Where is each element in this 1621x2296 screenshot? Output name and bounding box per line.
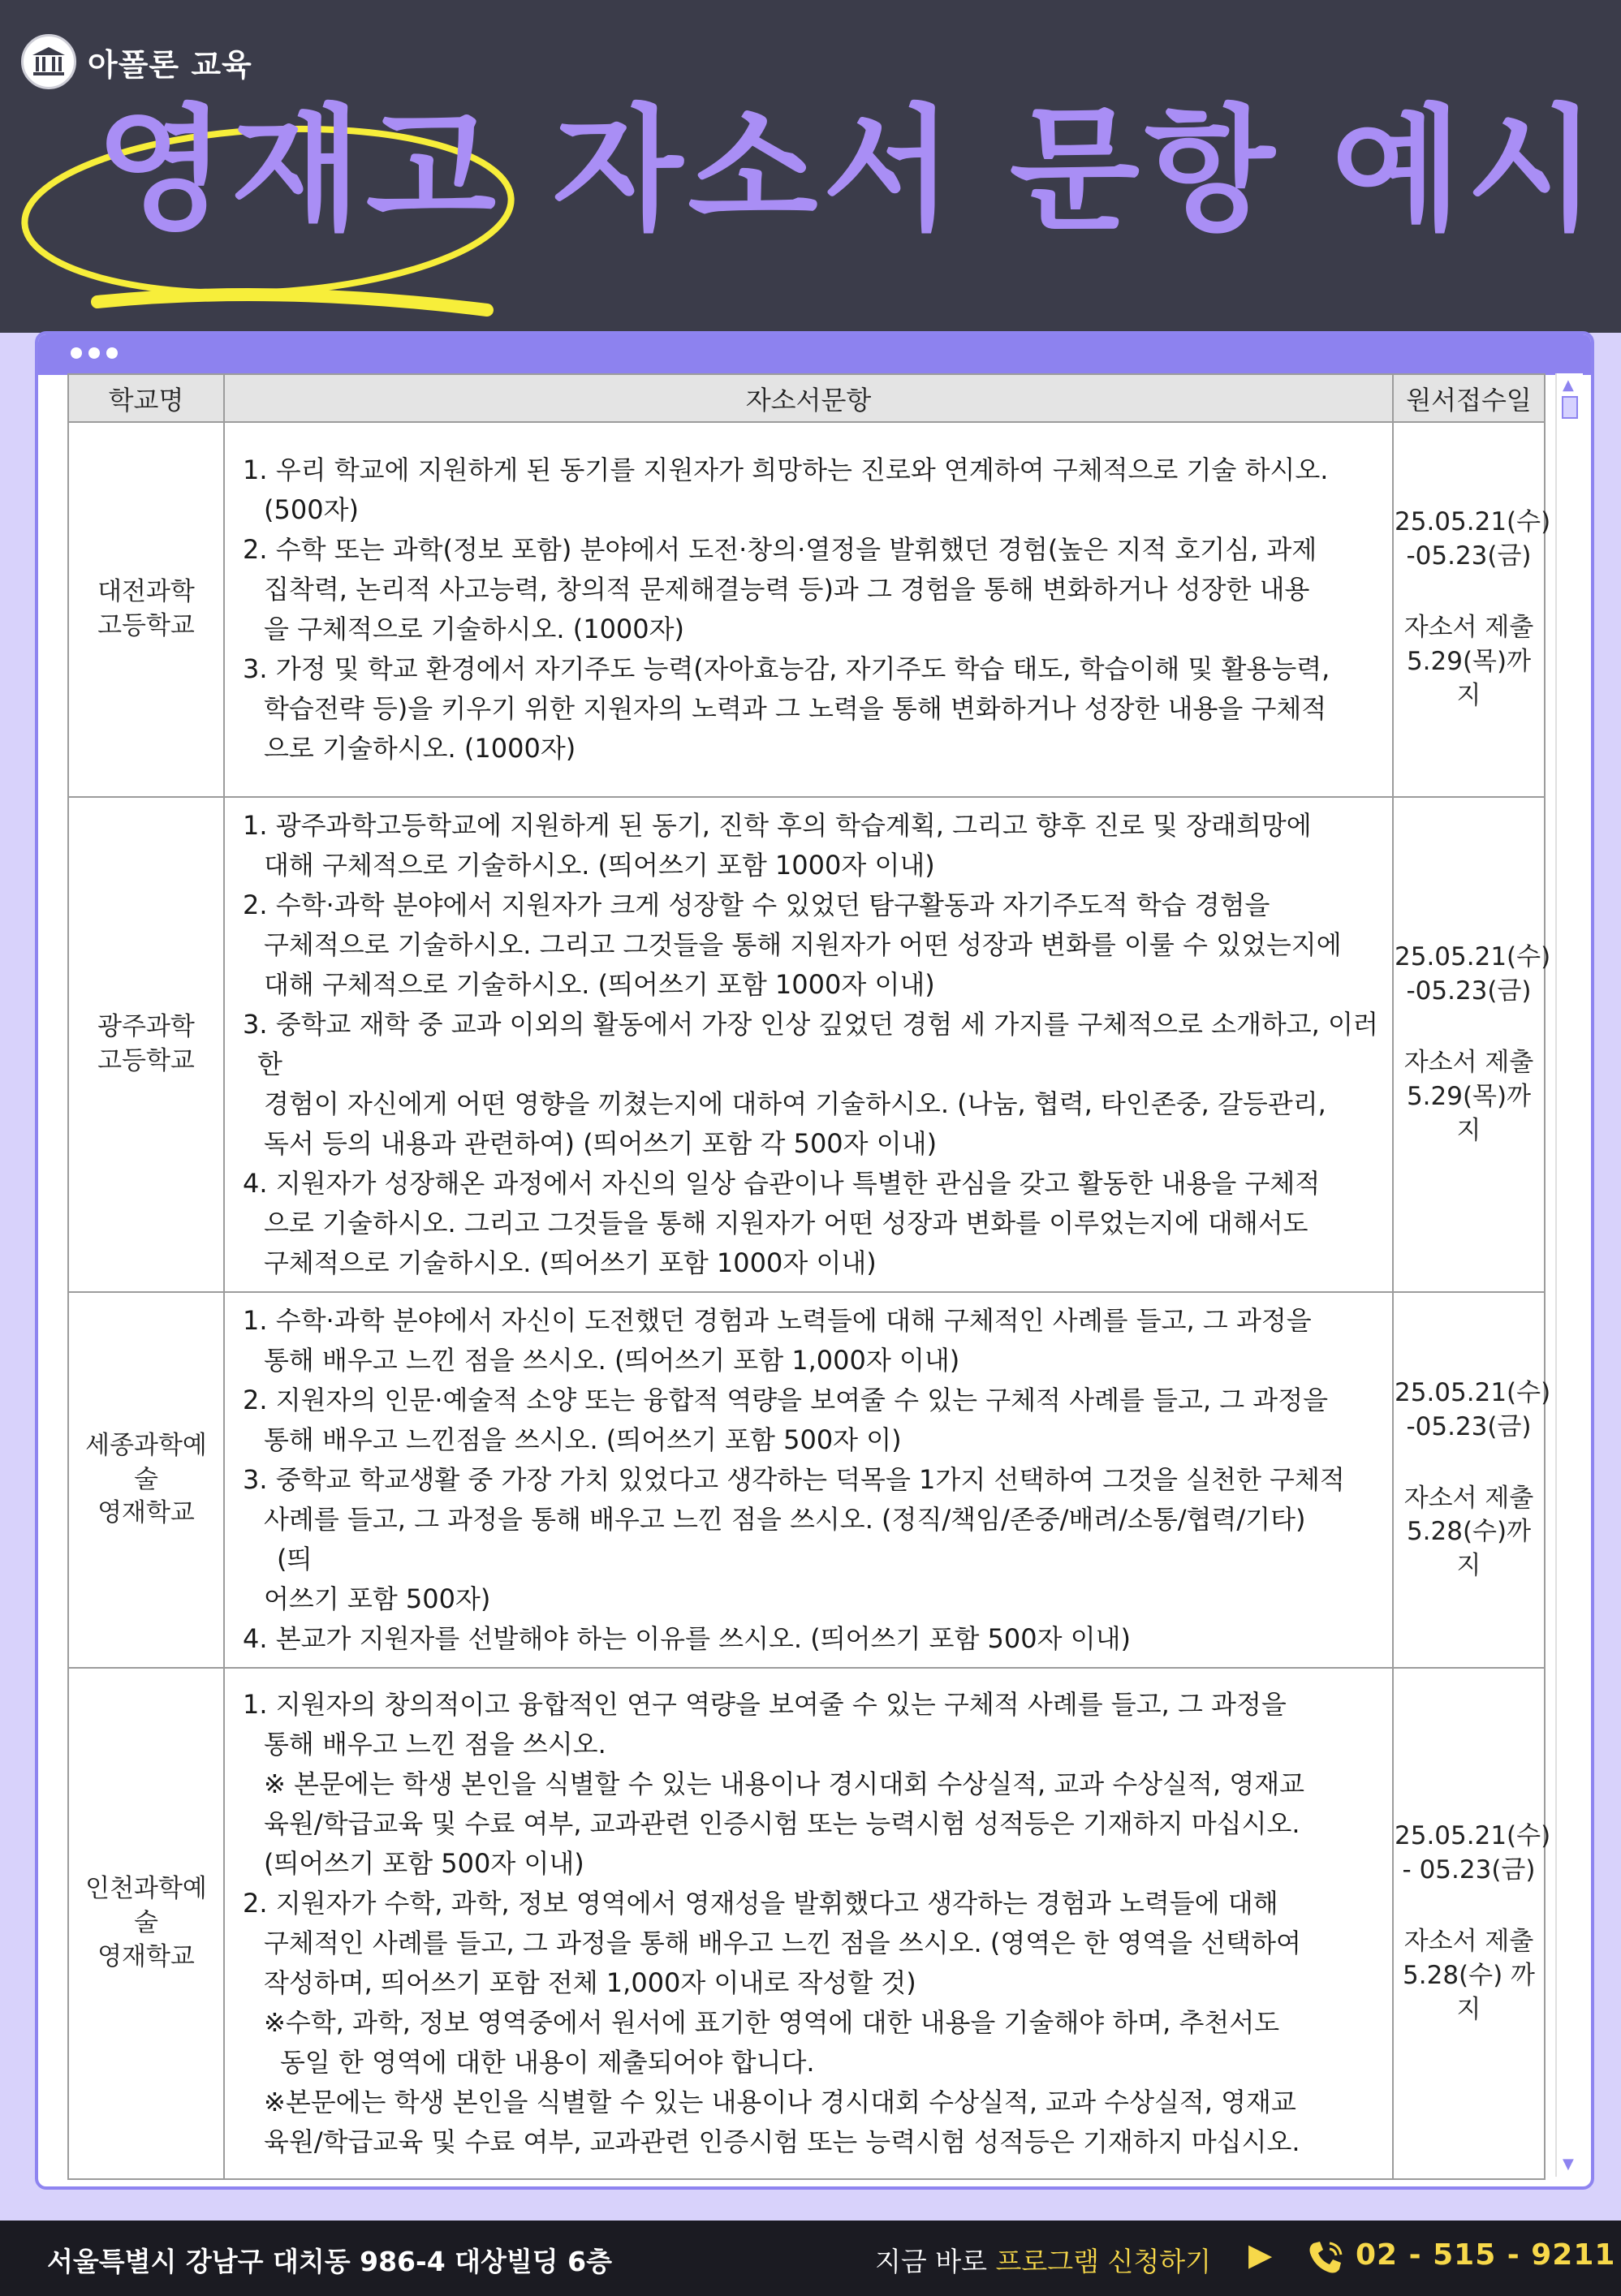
address-text: 서울특별시 강남구 대치동 986-4 대상빌딩 6층 xyxy=(47,2246,612,2277)
application-period: 25.05.21(수) xyxy=(1395,1377,1551,1407)
essay-deadline: 5.28(수)까지 xyxy=(1406,1517,1532,1581)
question-line: (500자) xyxy=(264,494,359,525)
questions-cell xyxy=(224,422,1393,797)
question-line: 학습전략 등)을 키우기 위한 지원자의 노력과 그 노력을 통해 변화하거나 성장한 내용을 구체적 xyxy=(264,693,1327,724)
column-header-questions: 자소서문항 xyxy=(224,374,1393,422)
scroll-thumb[interactable] xyxy=(1562,396,1578,419)
cta-highlight: 프로그램 신청하기 xyxy=(995,2246,1212,2277)
content-window xyxy=(35,331,1594,2190)
question-line: 3. 중학교 학교생활 중 가장 가치 있었다고 생각하는 덕목을 1가지 선택하여 그것을 실천한 구체적 xyxy=(243,1464,1345,1495)
school-name-line: 고등학교 xyxy=(97,611,195,640)
essay-deadline: 5.29(목)까지 xyxy=(1406,646,1532,710)
question-line: 4. 본교가 지원자를 선발해야 하는 이유를 쓰시오. (띄어쓰기 포함 500자 이내) xyxy=(243,1623,1132,1654)
scroll-down-icon[interactable]: ▼ xyxy=(1563,2156,1574,2173)
school-name-line: 영재학교 xyxy=(97,1941,195,1971)
school-name-cell xyxy=(68,422,224,797)
page-title: 영재고 자소서 문항 예시 xyxy=(96,93,1602,249)
question-line: 2. 지원자가 수학, 과학, 정보 영역에서 영재성을 발휘했다고 생각하는 경험과 노력들에 대해 xyxy=(243,1888,1278,1919)
application-date-cell xyxy=(1393,1668,1551,2179)
question-line: 작성하며, 띄어쓰기 포함 전체 1,000자 이내로 작성할 것) xyxy=(264,1967,916,1998)
question-line: 통해 배우고 느낀점을 쓰시오. (띄어쓰기 포함 500자 이) xyxy=(264,1424,902,1455)
question-line: 으로 기술하시오. (1000자) xyxy=(264,733,576,764)
play-arrow-icon: ▶ xyxy=(1248,2237,1273,2272)
essay-question-table xyxy=(67,373,1551,2180)
question-line: 통해 배우고 느낀 점을 쓰시오. (띄어쓰기 포함 1,000자 이내) xyxy=(264,1345,960,1376)
question-line: 육원/학급교육 및 수료 여부, 교과관련 인증시험 또는 능력시험 성적등은 기재하지 마십시오. xyxy=(264,1808,1300,1839)
logo-text: 아폴론 교육 xyxy=(88,46,252,83)
school-name-cell xyxy=(68,1292,224,1668)
school-name-line: 광주과학 xyxy=(97,1012,195,1042)
application-period: -05.23(금) xyxy=(1406,1411,1532,1441)
table-row xyxy=(68,1668,1545,2179)
phone-icon xyxy=(1305,2238,1346,2281)
questions-cell xyxy=(224,1292,1393,1668)
footer-bar xyxy=(0,2221,1621,2296)
essay-deadline: 자소서 제출 xyxy=(1403,1483,1534,1513)
header-banner xyxy=(0,0,1621,333)
application-period: -05.23(금) xyxy=(1406,976,1532,1006)
essay-deadline: 5.28(수) 까지 xyxy=(1403,1960,1535,2024)
school-name-line: 대전과학 xyxy=(97,577,195,607)
essay-table-container xyxy=(67,373,1551,2180)
question-line: 2. 수학·과학 분야에서 지원자가 크게 성장할 수 있었던 탐구활동과 자기주도적 학습 경험을 xyxy=(243,890,1270,920)
question-line: 집착력, 논리적 사고능력, 창의적 문제해결능력 등)과 그 경험을 통해 변화하거나 성장한 내용 xyxy=(264,574,1310,605)
table-row xyxy=(68,1292,1545,1668)
essay-deadline: 5.29(목)까지 xyxy=(1406,1081,1532,1145)
application-period: 25.05.21(수) xyxy=(1395,507,1551,537)
table-row xyxy=(68,422,1545,797)
question-line: 1. 지원자의 창의적이고 융합적인 연구 역량을 보여줄 수 있는 구체적 사례를 들고, 그 과정을 xyxy=(243,1689,1287,1720)
application-period: - 05.23(금) xyxy=(1402,1855,1536,1885)
application-period: 25.05.21(수) xyxy=(1395,1821,1551,1851)
application-period: 25.05.21(수) xyxy=(1395,942,1551,972)
essay-deadline: 자소서 제출 xyxy=(1403,613,1534,643)
question-line: 1. 수학·과학 분야에서 자신이 도전했던 경험과 노력들에 대해 구체적인 사례를 들고, 그 과정을 xyxy=(243,1305,1312,1336)
question-line: 1. 광주과학고등학교에 지원하게 된 동기, 진학 후의 학습계획, 그리고 향후 진로 및 장래희망에 xyxy=(243,810,1312,841)
question-line: 대해 구체적으로 기술하시오. (띄어쓰기 포함 1000자 이내) xyxy=(264,969,935,1000)
logo xyxy=(21,34,252,89)
vertical-scrollbar[interactable] xyxy=(1555,373,1583,2177)
school-name-line: 인천과학예술 xyxy=(85,1874,207,1938)
scroll-up-icon[interactable]: ▲ xyxy=(1563,377,1574,394)
window-dot-icon xyxy=(106,347,118,359)
column-header-date: 원서접수일 xyxy=(1393,374,1545,422)
application-date-cell xyxy=(1393,1292,1551,1668)
essay-deadline: 자소서 제출 xyxy=(1403,1927,1534,1957)
question-line: ※ 본문에는 학생 본인을 식별할 수 있는 내용이나 경시대회 수상실적, 교과 수상실적, 영재교 xyxy=(264,1768,1305,1799)
school-name-line: 영재학교 xyxy=(97,1498,195,1528)
question-line: 1. 우리 학교에 지원하게 된 동기를 지원자가 희망하는 진로와 연계하여 구체적으로 기술 하시오. xyxy=(243,454,1329,485)
application-period: -05.23(금) xyxy=(1406,541,1532,571)
question-line: 2. 지원자의 인문·예술적 소양 또는 융합적 역량을 보여줄 수 있는 구체적 사례를 들고, 그 과정을 xyxy=(243,1385,1329,1415)
question-line: 구체적으로 기술하시오. (띄어쓰기 포함 1000자 이내) xyxy=(264,1247,877,1278)
question-line: 독서 등의 내용과 관련하여) (띄어쓰기 포함 각 500자 이내) xyxy=(264,1128,938,1159)
school-name-cell xyxy=(68,797,224,1292)
school-name-cell xyxy=(68,1668,224,2179)
question-line: 동일 한 영역에 대한 내용이 제출되어야 합니다. xyxy=(280,2047,815,2078)
school-name-line: 세종과학예술 xyxy=(85,1430,207,1494)
question-line: 3. 중학교 재학 중 교과 이외의 활동에서 가장 인상 깊었던 경험 세 가지를 구체적으로 소개하고, 이러한 xyxy=(243,1009,1378,1079)
question-line: 구체적으로 기술하시오. 그리고 그것들을 통해 지원자가 어떤 성장과 변화를 이룰 수 있었는지에 xyxy=(264,929,1342,960)
question-line: 2. 수학 또는 과학(정보 포함) 분야에서 도전·창의·열정을 발휘했던 경험(높은 지적 호기심, 과제 xyxy=(243,534,1317,565)
application-date-cell xyxy=(1393,422,1551,797)
question-line: ※수학, 과학, 정보 영역중에서 원서에 표기한 영역에 대한 내용을 기술해야 하며, 추천서도 xyxy=(264,2007,1280,2038)
essay-deadline: 자소서 제출 xyxy=(1403,1048,1534,1078)
column-header-school: 학교명 xyxy=(68,374,224,422)
program-apply-link[interactable] xyxy=(875,2241,1211,2279)
cta-prefix: 지금 바로 xyxy=(875,2246,996,2277)
application-date-cell xyxy=(1393,797,1551,1292)
question-line: ※본문에는 학생 본인을 식별할 수 있는 내용이나 경시대회 수상실적, 교과 수상실적, 영재교 xyxy=(264,2087,1296,2117)
question-line: 경험이 자신에게 어떤 영향을 끼쳤는지에 대하여 기술하시오. (나눔, 협력, 타인존중, 갈등관리, xyxy=(264,1088,1326,1119)
questions-cell xyxy=(224,797,1393,1292)
question-line: 으로 기술하시오. 그리고 그것들을 통해 지원자가 어떤 성장과 변화를 이루었는지에 대해서도 xyxy=(264,1208,1308,1238)
question-line: 통해 배우고 느낀 점을 쓰시오. xyxy=(264,1729,606,1760)
question-line: (띄어쓰기 포함 500자 이내) xyxy=(264,1848,584,1879)
phone-number[interactable]: 02 - 515 - 9211 xyxy=(1356,2238,1616,2272)
question-line: 4. 지원자가 성장해온 과정에서 자신의 일상 습관이나 특별한 관심을 갖고 활동한 내용을 구체적 xyxy=(243,1168,1321,1199)
question-line: 육원/학급교육 및 수료 여부, 교과관련 인증시험 또는 능력시험 성적등은 기재하지 마십시오. xyxy=(264,2126,1300,2157)
window-dot-icon xyxy=(88,347,100,359)
question-line: 사례를 들고, 그 과정을 통해 배우고 느낀 점을 쓰시오. (정직/책임/존중/배려/소통/협력/기타) (띄 xyxy=(264,1504,1347,1574)
question-line: 어쓰기 포함 500자) xyxy=(264,1583,491,1614)
questions-cell xyxy=(224,1668,1393,2179)
question-line: 을 구체적으로 기술하시오. (1000자) xyxy=(264,614,685,644)
window-dot-icon xyxy=(71,347,82,359)
question-line: 3. 가정 및 학교 환경에서 자기주도 능력(자아효능감, 자기주도 학습 태도, 학습이해 및 활용능력, xyxy=(243,653,1330,684)
table-header-row xyxy=(68,374,1545,422)
school-name-line: 고등학교 xyxy=(97,1046,195,1075)
table-row xyxy=(68,797,1545,1292)
question-line: 구체적인 사례를 들고, 그 과정을 통해 배우고 느낀 점을 쓰시오. (영역은 한 영역을 선택하여 xyxy=(264,1928,1301,1958)
question-line: 대해 구체적으로 기술하시오. (띄어쓰기 포함 1000자 이내) xyxy=(264,850,935,881)
academy-building-icon xyxy=(21,34,76,89)
window-title-bar xyxy=(38,334,1591,375)
